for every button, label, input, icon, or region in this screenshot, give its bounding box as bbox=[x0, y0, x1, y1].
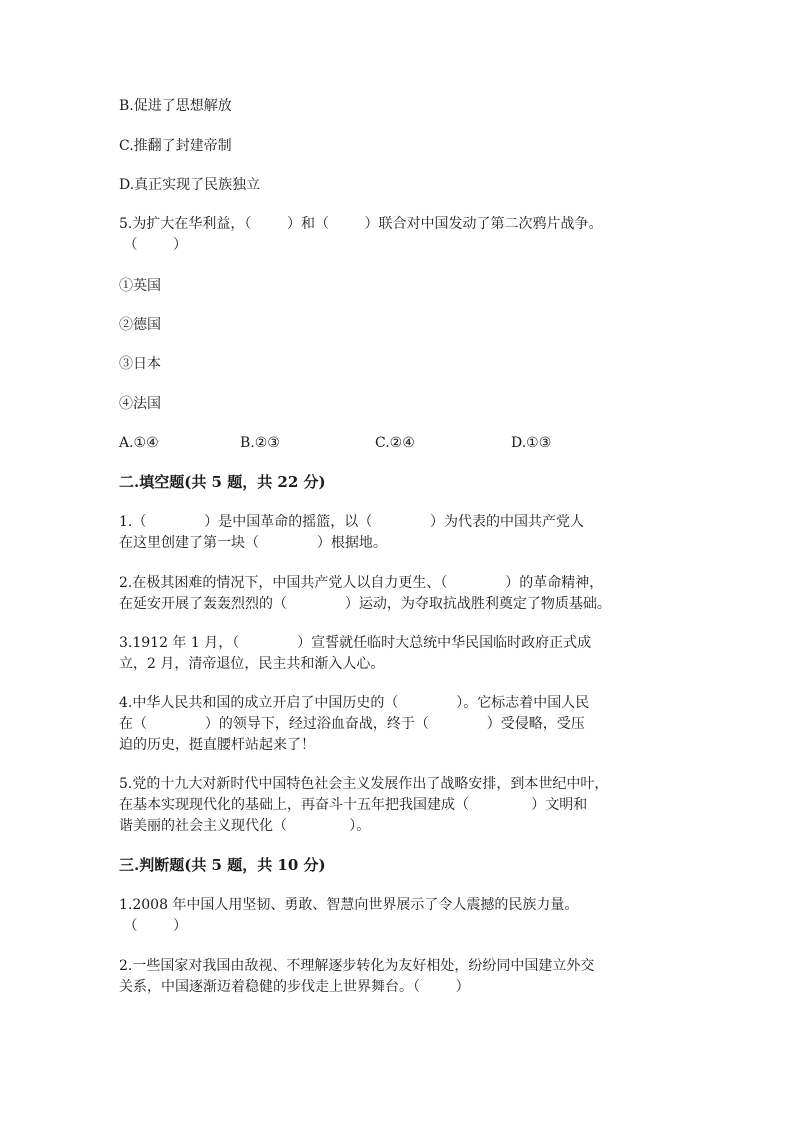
section-2-title: 二.填空题(共 5 题，共 22 分) bbox=[119, 473, 326, 491]
choice-b: B.促进了思想解放 bbox=[119, 98, 232, 114]
fill-q2-line-2: 在延安开展了轰轰烈烈的（ ）运动，为夺取抗战胜利奠定了物质基础。 bbox=[119, 596, 611, 612]
answer-choice-c: C.②④ bbox=[375, 435, 415, 451]
judge-q1-line-2: （ ） bbox=[119, 918, 188, 934]
fill-q1-line-1: 1.（ ）是中国革命的摇篮，以（ ）为代表的中国共产党人 bbox=[119, 514, 585, 530]
fill-q1-line-2: 在这里创建了第一块（ ）根据地。 bbox=[119, 535, 387, 551]
judge-q1-line-1: 1.2008 年中国人用坚韧、勇敢、智慧向世界展示了令人震撼的民族力量。 bbox=[119, 897, 579, 913]
answer-choice-d: D.①③ bbox=[511, 435, 552, 451]
fill-q2-line-1: 2.在极其困难的情况下，中国共产党人以自力更生、（ ）的革命精神， bbox=[119, 575, 604, 591]
answer-choice-a: A.①④ bbox=[119, 435, 159, 451]
fill-q5-line-2: 在基本实现现代化的基础上，再奋斗十五年把我国建成（ ）文明和 bbox=[119, 797, 588, 813]
question-5-line-1: 5.为扩大在华利益，（ ）和（ ）联合对中国发动了第二次鸦片战争。 bbox=[119, 216, 603, 232]
fill-q4-line-1: 4.中华人民共和国的成立开启了中国历史的（ ）。它标志着中国人民 bbox=[119, 695, 590, 711]
option-4: ④法国 bbox=[119, 396, 161, 412]
fill-q5-line-1: 5.党的十九大对新时代中国特色社会主义发展作出了战略安排，到本世纪中叶， bbox=[119, 776, 609, 792]
question-5-line-2: （ ） bbox=[119, 237, 188, 253]
option-2: ②德国 bbox=[119, 317, 161, 333]
choice-c: C.推翻了封建帝制 bbox=[119, 138, 232, 154]
judge-q2-line-1: 2.一些国家对我国由敌视、不理解逐步转化为友好相处，纷纷同中国建立外交 bbox=[119, 958, 595, 974]
choice-d: D.真正实现了民族独立 bbox=[119, 177, 261, 193]
judge-q2-line-2: 关系，中国逐渐迈着稳健的步伐走上世界舞台。（ ） bbox=[119, 979, 470, 995]
section-3-title: 三.判断题(共 5 题，共 10 分) bbox=[119, 856, 326, 874]
fill-q4-line-2: 在（ ）的领导下，经过浴血奋战，终于（ ）受侵略，受压 bbox=[119, 716, 585, 732]
fill-q3-line-2: 立，2 月，清帝退位，民主共和渐入人心。 bbox=[119, 656, 385, 672]
fill-q4-line-3: 迫的历史，挺直腰杆站起来了！ bbox=[119, 737, 315, 753]
fill-q3-line-1: 3.1912 年 1 月，（ ）宣誓就任临时大总统中华民国临时政府正式成 bbox=[119, 635, 592, 651]
option-3: ③日本 bbox=[119, 356, 161, 372]
option-1: ①英国 bbox=[119, 278, 161, 294]
fill-q5-line-3: 谐美丽的社会主义现代化（ ）。 bbox=[119, 818, 371, 834]
answer-choice-b: B.②③ bbox=[240, 435, 280, 451]
